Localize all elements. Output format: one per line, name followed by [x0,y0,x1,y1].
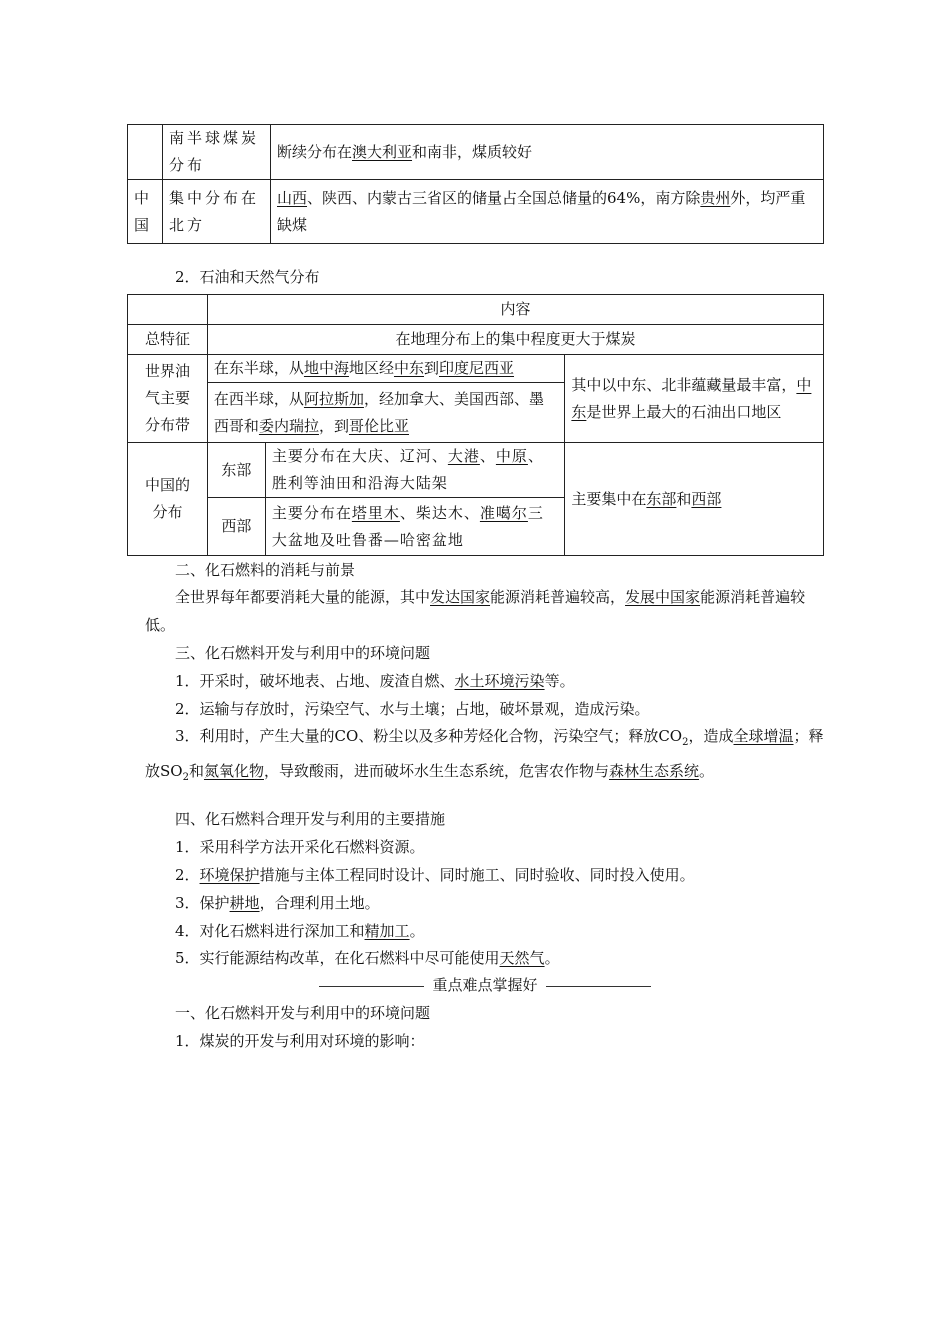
env-item-1: 1．开采时，破坏地表、占地、废渣自燃、水土环境污染等。 [175,672,575,690]
key-heading-1: 一、化石燃料开发与利用中的环境问题 [175,1004,431,1022]
coal-southern-content: 断续分布在澳大利亚和南非，煤质较好 [271,125,824,180]
west-content: 主要分布在塔里木、柴达木、准噶尔三大盆地及吐鲁番—哈密盆地 [265,498,565,556]
measure-3: 3．保护耕地，合理利用土地。 [175,894,380,912]
env-item-2: 2．运输与存放时，污染空气、水与土壤；占地，破坏景观，造成污染。 [175,700,650,718]
overall-label: 总特征 [128,325,208,355]
coal-china-region: 中国 [128,180,163,244]
world-label: 世界油气主要分布带 [128,355,208,443]
coal-southern-label: 南半球煤炭分布 [163,125,271,180]
measure-1: 1．采用科学方法开采化石燃料资源。 [175,838,425,856]
measure-2: 2．环境保护措施与主体工程同时设计、同时施工、同时验收、同时投入使用。 [175,866,695,884]
para-consumption: 全世界每年都要消耗大量的能源，其中发达国家能源消耗普遍较高，发展中国家能源消耗普遍较低。 [145,588,806,634]
coal-china-content: 山西、陕西、内蒙古三省区的储量占全国总储量的64%，南方除贵州外，均严重缺煤 [271,180,824,244]
coal-table [127,124,824,244]
section-oil-gas-title: 2．石油和天然气分布 [175,268,320,286]
overall-content: 在地理分布上的集中程度更大于煤炭 [207,325,823,355]
west-label: 西部 [207,498,265,556]
section-separator [145,971,825,999]
oil-gas-table [127,294,824,556]
heading-consumption: 二、化石燃料的消耗与前景 [175,561,356,579]
east-label: 东部 [207,443,265,498]
china-note: 主要集中在东部和西部 [565,443,824,556]
separator-line-right [546,986,651,987]
world-west: 在西半球，从阿拉斯加，经加拿大、美国西部、墨西哥和委内瑞拉，到哥伦比亚 [207,383,564,443]
key-item-1: 1．煤炭的开发与利用对环境的影响： [175,1032,425,1050]
env-item-3: 3．利用时，产生大量的CO、粉尘以及多种芳烃化合物，污染空气；释放$CO_2$，造成全球增温；释放$SO_2$和氮氧化物，导致酸雨，进而破坏水生生态系统，危害农作物与森林生态系统。 [145,727,824,783]
header-content: 内容 [207,295,823,325]
world-note: 其中以中东、北非蕴藏量最丰富，中东是世界上最大的石油出口地区 [565,355,824,443]
separator-line-left [319,986,424,987]
china-label: 中国的分布 [128,443,208,556]
measure-5: 5．实行能源结构改革，在化石燃料中尽可能使用天然气。 [175,949,560,967]
header-empty [128,295,208,325]
coal-region-cell-empty [128,125,163,180]
heading-env-issues: 三、化石燃料开发与利用中的环境问题 [175,644,431,662]
measure-4: 4．对化石燃料进行深加工和精加工。 [175,922,425,940]
world-east: 在东半球，从地中海地区经中东到印度尼西亚 [207,355,564,383]
east-content: 主要分布在大庆、辽河、大港、中原、胜利等油田和沿海大陆架 [265,443,565,498]
coal-china-label: 集中分布在北方 [163,180,271,244]
separator-label: 重点难点掌握好 [432,976,538,994]
heading-measures: 四、化石燃料合理开发与利用的主要措施 [175,810,446,828]
